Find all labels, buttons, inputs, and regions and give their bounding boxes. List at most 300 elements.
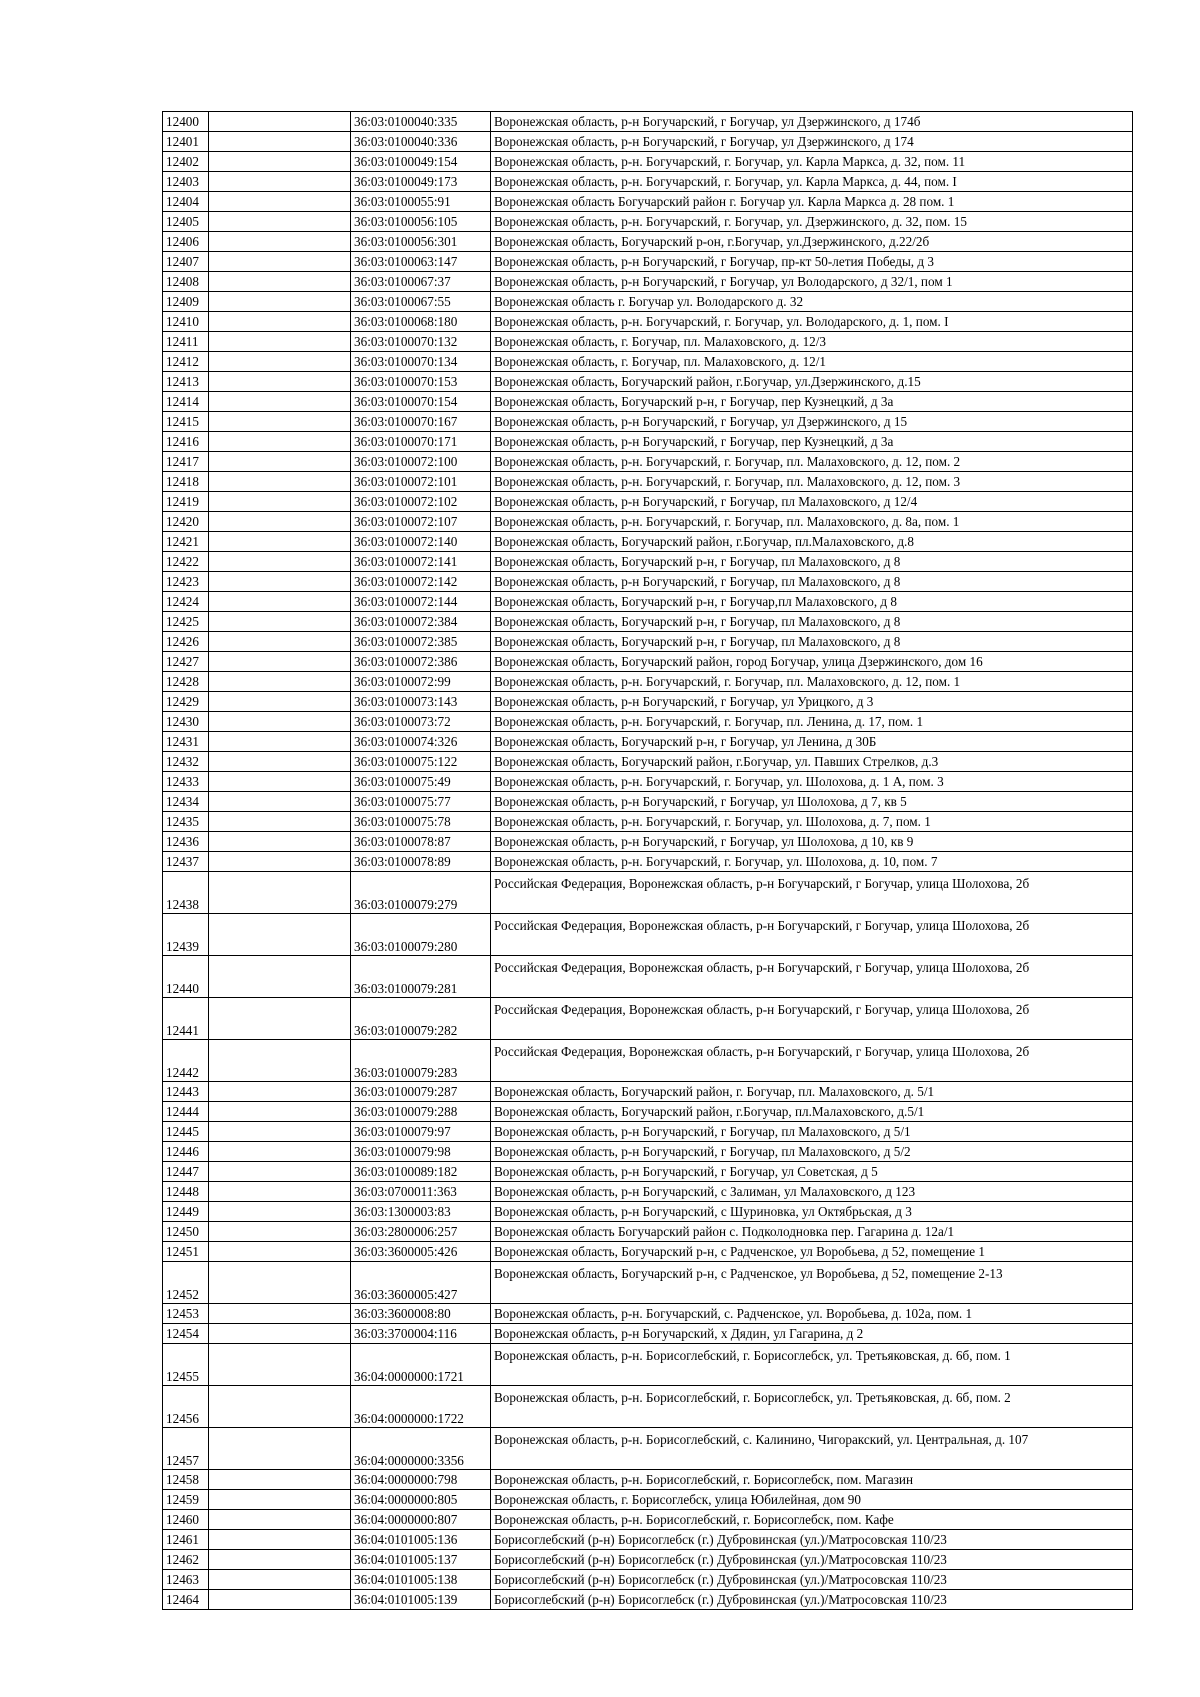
empty-cell	[209, 1162, 351, 1182]
table-row	[163, 752, 1133, 772]
table-row	[163, 292, 1133, 312]
cadastral-number-cell: 36:03:0100072:101	[351, 472, 491, 492]
table-row	[163, 1082, 1133, 1102]
cadastral-number-cell: 36:03:0100078:89	[351, 852, 491, 872]
cadastral-number-cell: 36:03:0100079:281	[351, 956, 491, 998]
row-number-cell: 12419	[163, 492, 209, 512]
row-number-cell: 12463	[163, 1570, 209, 1590]
row-number-cell: 12438	[163, 872, 209, 914]
cadastral-number-cell: 36:03:0100079:283	[351, 1040, 491, 1082]
row-number-cell: 12402	[163, 152, 209, 172]
row-number-cell: 12450	[163, 1222, 209, 1242]
row-number-cell: 12444	[163, 1102, 209, 1122]
address-cell: Российская Федерация, Воронежская область, р-н Богучарский, г Богучар, улица Шолохова, 2б	[491, 914, 1133, 956]
empty-cell	[209, 272, 351, 292]
empty-cell	[209, 792, 351, 812]
cadastral-number-cell: 36:03:0100079:98	[351, 1142, 491, 1162]
address-cell: Воронежская область, г. Борисоглебск, улица Юбилейная, дом 90	[491, 1490, 1133, 1510]
empty-cell	[209, 1142, 351, 1162]
empty-cell	[209, 1428, 351, 1470]
row-number-cell: 12458	[163, 1470, 209, 1490]
empty-cell	[209, 1470, 351, 1490]
address-cell: Воронежская область, р-н. Богучарский, г. Богучар, ул. Дзержинского, д. 32, пом. 15	[491, 212, 1133, 232]
empty-cell	[209, 552, 351, 572]
empty-cell	[209, 1082, 351, 1102]
table-row	[163, 652, 1133, 672]
empty-cell	[209, 192, 351, 212]
address-cell: Воронежская область, Богучарский район, город Богучар, улица Дзержинского, дом 16	[491, 652, 1133, 672]
cadastral-number-cell: 36:03:0100075:77	[351, 792, 491, 812]
empty-cell	[209, 392, 351, 412]
table-row	[163, 1570, 1133, 1590]
address-cell: Воронежская область, р-н Богучарский, г Богучар, ул Дзержинского, д 15	[491, 412, 1133, 432]
table-row	[163, 812, 1133, 832]
cadastral-number-cell: 36:03:0100072:385	[351, 632, 491, 652]
row-number-cell: 12423	[163, 572, 209, 592]
table-row	[163, 372, 1133, 392]
empty-cell	[209, 1530, 351, 1550]
cadastral-number-cell: 36:03:0100072:141	[351, 552, 491, 572]
cadastral-number-cell: 36:03:0100070:134	[351, 352, 491, 372]
empty-cell	[209, 492, 351, 512]
empty-cell	[209, 232, 351, 252]
table-row	[163, 1304, 1133, 1324]
cadastral-number-cell: 36:03:0100072:107	[351, 512, 491, 532]
empty-cell	[209, 832, 351, 852]
empty-cell	[209, 632, 351, 652]
row-number-cell: 12413	[163, 372, 209, 392]
cadastral-number-cell: 36:03:0100040:335	[351, 112, 491, 132]
address-cell: Воронежская область, р-н Богучарский, г Богучар, пл Малаховского, д 5/2	[491, 1142, 1133, 1162]
empty-cell	[209, 752, 351, 772]
row-number-cell: 12441	[163, 998, 209, 1040]
table-row	[163, 1428, 1133, 1470]
row-number-cell: 12432	[163, 752, 209, 772]
address-cell: Воронежская область, р-н Богучарский, г Богучар, ул Володарского, д 32/1, пом 1	[491, 272, 1133, 292]
row-number-cell: 12430	[163, 712, 209, 732]
address-cell: Воронежская область, р-н. Богучарский, г. Богучар, пл. Малаховского, д. 12, пом. 2	[491, 452, 1133, 472]
empty-cell	[209, 1102, 351, 1122]
cadastral-number-cell: 36:03:0100089:182	[351, 1162, 491, 1182]
cadastral-number-cell: 36:04:0000000:1721	[351, 1344, 491, 1386]
cadastral-number-cell: 36:03:0100070:167	[351, 412, 491, 432]
table-row	[163, 1040, 1133, 1082]
empty-cell	[209, 1122, 351, 1142]
empty-cell	[209, 312, 351, 332]
cadastral-number-cell: 36:03:0100068:180	[351, 312, 491, 332]
cadastral-number-cell: 36:04:0000000:3356	[351, 1428, 491, 1470]
address-cell: Воронежская область, р-н Богучарский, с Залиман, ул Малаховского, д 123	[491, 1182, 1133, 1202]
cadastral-number-cell: 36:03:0100075:122	[351, 752, 491, 772]
row-number-cell: 12429	[163, 692, 209, 712]
address-cell: Воронежская область, Богучарский р-н, с Радченское, ул Воробьева, д 52, помещение 1	[491, 1242, 1133, 1262]
row-number-cell: 12415	[163, 412, 209, 432]
cadastral-number-cell: 36:03:0100063:147	[351, 252, 491, 272]
address-cell: Борисоглебский (р-н) Борисоглебск (г.) Дубровинская (ул.)/Матросовская 110/23	[491, 1570, 1133, 1590]
row-number-cell: 12426	[163, 632, 209, 652]
table-row	[163, 872, 1133, 914]
table-row	[163, 212, 1133, 232]
address-cell: Воронежская область, Богучарский р-н, г Богучар, пл Малаховского, д 8	[491, 612, 1133, 632]
table-row	[163, 956, 1133, 998]
empty-cell	[209, 452, 351, 472]
table-row	[163, 552, 1133, 572]
table-body	[163, 112, 1133, 1610]
empty-cell	[209, 732, 351, 752]
address-cell: Воронежская область г. Богучар ул. Володарского д. 32	[491, 292, 1133, 312]
row-number-cell: 12449	[163, 1202, 209, 1222]
empty-cell	[209, 292, 351, 312]
address-cell: Российская Федерация, Воронежская область, р-н Богучарский, г Богучар, улица Шолохова, 2б	[491, 1040, 1133, 1082]
row-number-cell: 12421	[163, 532, 209, 552]
row-number-cell: 12427	[163, 652, 209, 672]
row-number-cell: 12446	[163, 1142, 209, 1162]
cadastral-number-cell: 36:03:3600008:80	[351, 1304, 491, 1324]
row-number-cell: 12439	[163, 914, 209, 956]
row-number-cell: 12417	[163, 452, 209, 472]
property-register-table	[162, 111, 1133, 1610]
address-cell: Воронежская область, Богучарский р-он, г.Богучар, ул.Дзержинского, д.22/2б	[491, 232, 1133, 252]
empty-cell	[209, 772, 351, 792]
address-cell: Воронежская область, р-н. Богучарский, г. Богучар, ул. Карла Маркса, д. 32, пом. 11	[491, 152, 1133, 172]
address-cell: Воронежская область Богучарский район с. Подколодновка пер. Гагарина д. 12а/1	[491, 1222, 1133, 1242]
table-row	[163, 998, 1133, 1040]
address-cell: Воронежская область, р-н. Богучарский, с. Радченское, ул. Воробьева, д. 102а, пом. 1	[491, 1304, 1133, 1324]
address-cell: Воронежская область, р-н Богучарский, г Богучар, пл Малаховского, д 8	[491, 572, 1133, 592]
cadastral-number-cell: 36:04:0101005:139	[351, 1590, 491, 1610]
table-row	[163, 132, 1133, 152]
row-number-cell: 12451	[163, 1242, 209, 1262]
empty-cell	[209, 652, 351, 672]
table-row	[163, 312, 1133, 332]
cadastral-number-cell: 36:03:3600005:426	[351, 1242, 491, 1262]
table-row	[163, 852, 1133, 872]
cadastral-number-cell: 36:03:0100072:386	[351, 652, 491, 672]
table-row	[163, 452, 1133, 472]
row-number-cell: 12404	[163, 192, 209, 212]
empty-cell	[209, 1344, 351, 1386]
cadastral-number-cell: 36:03:0100067:37	[351, 272, 491, 292]
cadastral-number-cell: 36:04:0101005:138	[351, 1570, 491, 1590]
row-number-cell: 12400	[163, 112, 209, 132]
address-cell: Воронежская область, р-н Богучарский, с Шуриновка, ул Октябрьская, д 3	[491, 1202, 1133, 1222]
table-row	[163, 112, 1133, 132]
row-number-cell: 12453	[163, 1304, 209, 1324]
address-cell: Воронежская область, Богучарский р-н, г Богучар, пл Малаховского, д 8	[491, 552, 1133, 572]
address-cell: Воронежская область, р-н. Богучарский, г. Богучар, ул. Володарского, д. 1, пом. I	[491, 312, 1133, 332]
row-number-cell: 12442	[163, 1040, 209, 1082]
row-number-cell: 12407	[163, 252, 209, 272]
table-row	[163, 252, 1133, 272]
row-number-cell: 12455	[163, 1344, 209, 1386]
address-cell: Борисоглебский (р-н) Борисоглебск (г.) Дубровинская (ул.)/Матросовская 110/23	[491, 1590, 1133, 1610]
cadastral-number-cell: 36:03:0100070:153	[351, 372, 491, 392]
address-cell: Воронежская область, Богучарский р-н, г Богучар, пер Кузнецкий, д 3а	[491, 392, 1133, 412]
address-cell: Воронежская область, г. Богучар, пл. Малаховского, д. 12/3	[491, 332, 1133, 352]
row-number-cell: 12411	[163, 332, 209, 352]
table-row	[163, 432, 1133, 452]
empty-cell	[209, 914, 351, 956]
cadastral-number-cell: 36:03:0100072:100	[351, 452, 491, 472]
cadastral-number-cell: 36:03:0100079:97	[351, 1122, 491, 1142]
table-row	[163, 1530, 1133, 1550]
address-cell: Воронежская область, р-н Богучарский, г Богучар, ул Шолохова, д 7, кв 5	[491, 792, 1133, 812]
row-number-cell: 12414	[163, 392, 209, 412]
address-cell: Воронежская область, р-н. Борисоглебский, г. Борисоглебск, пом. Кафе	[491, 1510, 1133, 1530]
row-number-cell: 12462	[163, 1550, 209, 1570]
row-number-cell: 12461	[163, 1530, 209, 1550]
table-row	[163, 232, 1133, 252]
empty-cell	[209, 712, 351, 732]
cadastral-number-cell: 36:03:0100073:143	[351, 692, 491, 712]
table-row	[163, 1550, 1133, 1570]
address-cell: Российская Федерация, Воронежская область, р-н Богучарский, г Богучар, улица Шолохова, 2б	[491, 956, 1133, 998]
empty-cell	[209, 1242, 351, 1262]
address-cell: Воронежская область, р-н. Богучарский, г. Богучар, ул. Шолохова, д. 1 А, пом. 3	[491, 772, 1133, 792]
table-row	[163, 632, 1133, 652]
address-cell: Воронежская область, р-н. Богучарский, г. Богучар, пл. Малаховского, д. 12, пом. 3	[491, 472, 1133, 492]
cadastral-number-cell: 36:03:0100079:287	[351, 1082, 491, 1102]
row-number-cell: 12464	[163, 1590, 209, 1610]
empty-cell	[209, 1202, 351, 1222]
address-cell: Воронежская область, р-н. Богучарский, г. Богучар, ул. Карла Маркса, д. 44, пом. I	[491, 172, 1133, 192]
row-number-cell: 12456	[163, 1386, 209, 1428]
address-cell: Воронежская область, р-н Богучарский, г Богучар, пл Малаховского, д 12/4	[491, 492, 1133, 512]
cadastral-number-cell: 36:03:0100072:384	[351, 612, 491, 632]
row-number-cell: 12425	[163, 612, 209, 632]
table-row	[163, 332, 1133, 352]
cadastral-number-cell: 36:03:0100079:288	[351, 1102, 491, 1122]
cadastral-number-cell: 36:03:0700011:363	[351, 1182, 491, 1202]
table-row	[163, 532, 1133, 552]
table-row	[163, 1324, 1133, 1344]
address-cell: Воронежская область, Богучарский район, г.Богучар, пл.Малаховского, д.8	[491, 532, 1133, 552]
table-row	[163, 192, 1133, 212]
address-cell: Воронежская область, р-н Богучарский, г Богучар, ул Дзержинского, д 174б	[491, 112, 1133, 132]
table-row	[163, 1242, 1133, 1262]
cadastral-number-cell: 36:03:0100040:336	[351, 132, 491, 152]
row-number-cell: 12428	[163, 672, 209, 692]
row-number-cell: 12420	[163, 512, 209, 532]
empty-cell	[209, 212, 351, 232]
cadastral-number-cell: 36:04:0000000:807	[351, 1510, 491, 1530]
row-number-cell: 12409	[163, 292, 209, 312]
address-cell: Воронежская область, р-н Богучарский, г Богучар, ул Шолохова, д 10, кв 9	[491, 832, 1133, 852]
table-row	[163, 1344, 1133, 1386]
address-cell: Воронежская область, р-н Богучарский, г Богучар, пл Малаховского, д 5/1	[491, 1122, 1133, 1142]
cadastral-number-cell: 36:04:0000000:798	[351, 1470, 491, 1490]
address-cell: Воронежская область, р-н. Богучарский, г. Богучар, ул. Шолохова, д. 10, пом. 7	[491, 852, 1133, 872]
empty-cell	[209, 1040, 351, 1082]
row-number-cell: 12460	[163, 1510, 209, 1530]
cadastral-number-cell: 36:03:0100072:102	[351, 492, 491, 512]
address-cell: Воронежская область, Богучарский р-н, с Радченское, ул Воробьева, д 52, помещение 2-13	[491, 1262, 1133, 1304]
table-row	[163, 1182, 1133, 1202]
table-row	[163, 914, 1133, 956]
empty-cell	[209, 998, 351, 1040]
cadastral-number-cell: 36:03:0100055:91	[351, 192, 491, 212]
table-row	[163, 172, 1133, 192]
empty-cell	[209, 1386, 351, 1428]
table-row	[163, 1510, 1133, 1530]
empty-cell	[209, 432, 351, 452]
row-number-cell: 12418	[163, 472, 209, 492]
table-row	[163, 152, 1133, 172]
table-row	[163, 1102, 1133, 1122]
empty-cell	[209, 472, 351, 492]
table-row	[163, 672, 1133, 692]
table-row	[163, 732, 1133, 752]
row-number-cell: 12405	[163, 212, 209, 232]
cadastral-number-cell: 36:03:0100072:142	[351, 572, 491, 592]
empty-cell	[209, 112, 351, 132]
cadastral-number-cell: 36:03:0100078:87	[351, 832, 491, 852]
table-row	[163, 272, 1133, 292]
table-row	[163, 712, 1133, 732]
empty-cell	[209, 1490, 351, 1510]
empty-cell	[209, 1590, 351, 1610]
empty-cell	[209, 872, 351, 914]
address-cell: Борисоглебский (р-н) Борисоглебск (г.) Дубровинская (ул.)/Матросовская 110/23	[491, 1530, 1133, 1550]
cadastral-number-cell: 36:03:0100049:173	[351, 172, 491, 192]
cadastral-number-cell: 36:03:0100075:49	[351, 772, 491, 792]
empty-cell	[209, 812, 351, 832]
row-number-cell: 12431	[163, 732, 209, 752]
row-number-cell: 12437	[163, 852, 209, 872]
table-row	[163, 1470, 1133, 1490]
empty-cell	[209, 1324, 351, 1344]
empty-cell	[209, 1304, 351, 1324]
empty-cell	[209, 852, 351, 872]
row-number-cell: 12410	[163, 312, 209, 332]
cadastral-number-cell: 36:03:0100049:154	[351, 152, 491, 172]
address-cell: Российская Федерация, Воронежская область, р-н Богучарский, г Богучар, улица Шолохова, 2б	[491, 872, 1133, 914]
cadastral-number-cell: 36:03:0100072:140	[351, 532, 491, 552]
row-number-cell: 12440	[163, 956, 209, 998]
empty-cell	[209, 672, 351, 692]
row-number-cell: 12447	[163, 1162, 209, 1182]
row-number-cell: 12436	[163, 832, 209, 852]
table-row	[163, 772, 1133, 792]
row-number-cell: 12412	[163, 352, 209, 372]
row-number-cell: 12422	[163, 552, 209, 572]
empty-cell	[209, 612, 351, 632]
empty-cell	[209, 252, 351, 272]
cadastral-number-cell: 36:03:0100070:154	[351, 392, 491, 412]
row-number-cell: 12448	[163, 1182, 209, 1202]
address-cell: Воронежская область, р-н. Борисоглебский, с. Калинино, Чигоракский, ул. Центральная, д. 107	[491, 1428, 1133, 1470]
table-row	[163, 1142, 1133, 1162]
cadastral-number-cell: 36:03:0100056:105	[351, 212, 491, 232]
row-number-cell: 12408	[163, 272, 209, 292]
table-row	[163, 592, 1133, 612]
empty-cell	[209, 1570, 351, 1590]
cadastral-number-cell: 36:03:3700004:116	[351, 1324, 491, 1344]
table-row	[163, 412, 1133, 432]
cadastral-number-cell: 36:03:0100079:282	[351, 998, 491, 1040]
table-row	[163, 572, 1133, 592]
empty-cell	[209, 152, 351, 172]
empty-cell	[209, 572, 351, 592]
table-row	[163, 492, 1133, 512]
address-cell: Воронежская область Богучарский район г. Богучар ул. Карла Маркса д. 28 пом. 1	[491, 192, 1133, 212]
table-row	[163, 832, 1133, 852]
empty-cell	[209, 1510, 351, 1530]
row-number-cell: 12443	[163, 1082, 209, 1102]
table-row	[163, 352, 1133, 372]
cadastral-number-cell: 36:03:3600005:427	[351, 1262, 491, 1304]
cadastral-number-cell: 36:04:0000000:1722	[351, 1386, 491, 1428]
address-cell: Российская Федерация, Воронежская область, р-н Богучарский, г Богучар, улица Шолохова, 2б	[491, 998, 1133, 1040]
address-cell: Воронежская область, р-н Богучарский, г Богучар, ул Урицкого, д 3	[491, 692, 1133, 712]
address-cell: Воронежская область, р-н Богучарский, г Богучар, пр-кт 50-летия Победы, д 3	[491, 252, 1133, 272]
address-cell: Воронежская область, р-н Богучарский, г Богучар, пер Кузнецкий, д 3а	[491, 432, 1133, 452]
address-cell: Воронежская область, Богучарский р-н, г Богучар, ул Ленина, д 30Б	[491, 732, 1133, 752]
address-cell: Воронежская область, р-н Богучарский, г Богучар, ул Дзержинского, д 174	[491, 132, 1133, 152]
empty-cell	[209, 1550, 351, 1570]
table-row	[163, 1162, 1133, 1182]
cadastral-number-cell: 36:03:0100072:99	[351, 672, 491, 692]
empty-cell	[209, 132, 351, 152]
cadastral-number-cell: 36:03:1300003:83	[351, 1202, 491, 1222]
empty-cell	[209, 332, 351, 352]
address-cell: Воронежская область, Богучарский район, г.Богучар, ул. Павших Стрелков, д.3	[491, 752, 1133, 772]
cadastral-number-cell: 36:03:0100072:144	[351, 592, 491, 612]
empty-cell	[209, 692, 351, 712]
row-number-cell: 12452	[163, 1262, 209, 1304]
cadastral-number-cell: 36:04:0101005:136	[351, 1530, 491, 1550]
table-row	[163, 792, 1133, 812]
cadastral-number-cell: 36:03:0100056:301	[351, 232, 491, 252]
cadastral-number-cell: 36:03:0100074:326	[351, 732, 491, 752]
table-row	[163, 392, 1133, 412]
table-row	[163, 1202, 1133, 1222]
empty-cell	[209, 956, 351, 998]
cadastral-number-cell: 36:03:0100067:55	[351, 292, 491, 312]
table-row	[163, 1490, 1133, 1510]
row-number-cell: 12434	[163, 792, 209, 812]
cadastral-number-cell: 36:04:0101005:137	[351, 1550, 491, 1570]
cadastral-number-cell: 36:03:0100079:279	[351, 872, 491, 914]
cadastral-number-cell: 36:04:0000000:805	[351, 1490, 491, 1510]
address-cell: Воронежская область, Богучарский район, г.Богучар, ул.Дзержинского, д.15	[491, 372, 1133, 392]
address-cell: Воронежская область, Богучарский р-н, г Богучар, пл Малаховского, д 8	[491, 632, 1133, 652]
address-cell: Воронежская область, р-н. Борисоглебский, г. Борисоглебск, ул. Третьяковская, д. 6б, пом. 2	[491, 1386, 1133, 1428]
row-number-cell: 12401	[163, 132, 209, 152]
address-cell: Воронежская область, Богучарский р-н, г Богучар,пл Малаховского, д 8	[491, 592, 1133, 612]
address-cell: Воронежская область, г. Богучар, пл. Малаховского, д. 12/1	[491, 352, 1133, 372]
empty-cell	[209, 1182, 351, 1202]
table-row	[163, 472, 1133, 492]
row-number-cell: 12403	[163, 172, 209, 192]
table-row	[163, 1590, 1133, 1610]
table-row	[163, 1222, 1133, 1242]
row-number-cell: 12416	[163, 432, 209, 452]
cadastral-number-cell: 36:03:0100070:171	[351, 432, 491, 452]
table-row	[163, 1122, 1133, 1142]
row-number-cell: 12454	[163, 1324, 209, 1344]
table-row	[163, 1386, 1133, 1428]
address-cell: Воронежская область, р-н. Борисоглебский, г. Борисоглебск, ул. Третьяковская, д. 6б, пом. 1	[491, 1344, 1133, 1386]
row-number-cell: 12459	[163, 1490, 209, 1510]
empty-cell	[209, 532, 351, 552]
empty-cell	[209, 592, 351, 612]
row-number-cell: 12445	[163, 1122, 209, 1142]
empty-cell	[209, 412, 351, 432]
cadastral-number-cell: 36:03:0100075:78	[351, 812, 491, 832]
empty-cell	[209, 1222, 351, 1242]
row-number-cell: 12435	[163, 812, 209, 832]
